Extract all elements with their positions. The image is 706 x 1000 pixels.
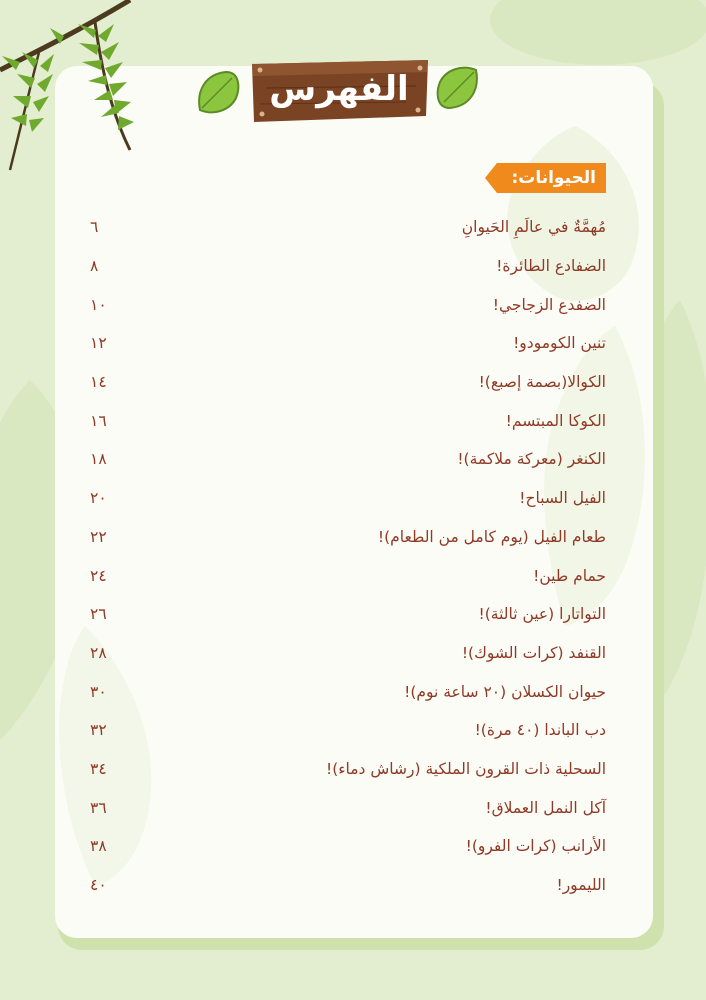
toc-page-number: ٨ [90,257,99,276]
toc-title: مُهمَّةٌ في عالَمِ الحَيوانِ [461,218,606,237]
toc-title: الكوالا(بصمة إصبع)! [478,373,606,392]
toc-entry[interactable] [90,866,606,905]
toc-page-number: ١٤ [90,373,107,392]
toc-title: حيوان الكسلان (٢٠ ساعة نوم)! [404,682,606,701]
toc-page-number: ٢٢ [90,527,107,546]
toc-page-number: ٢٠ [90,489,107,508]
toc-page-number: ١٨ [90,450,107,469]
toc-title: الكوكا المبتسم! [505,411,606,430]
toc-entry[interactable] [90,479,606,518]
toc-page-number: ٢٨ [90,643,107,662]
toc-page-number: ٤٠ [90,876,107,895]
toc-page-number: ١٢ [90,334,107,353]
page-title: الفهرس [269,69,409,109]
toc-page-number: ٣٨ [90,837,107,856]
toc-title: تنين الكومودو! [513,334,606,353]
toc-entry[interactable] [90,556,606,595]
leaf-right-icon [436,66,480,110]
section-tag-tail [485,163,497,193]
toc-entry[interactable] [90,827,606,866]
toc-page-number: ٣٢ [90,721,107,740]
toc-page-number: ٣٤ [90,759,107,778]
toc-entry[interactable] [90,208,606,247]
toc-title: القنفد (كرات الشوك)! [461,643,606,662]
toc-page-number: ٢٤ [90,566,107,585]
toc-title: حمام طين! [533,566,606,585]
toc-page-number: ٦ [90,218,99,237]
toc-title: الضفدع الزجاجي! [492,295,606,314]
toc-title: الضفادع الطائرة! [496,257,606,276]
toc-title: آكل النمل العملاق! [485,798,606,817]
toc-entry[interactable] [90,440,606,479]
toc-entry[interactable] [90,401,606,440]
toc-entry[interactable] [90,711,606,750]
toc-entry[interactable] [90,247,606,286]
toc-title: طعام الفيل (يوم كامل من الطعام)! [377,527,606,546]
toc-entry[interactable] [90,634,606,673]
toc-entry[interactable] [90,672,606,711]
branch-illustration [0,0,180,200]
toc-title: التواتارا (عين ثالثة)! [478,605,606,624]
toc-title: السحلية ذات القرون الملكية (رشاش دماء)! [325,759,606,778]
toc-entry[interactable] [90,363,606,402]
toc-entry[interactable] [90,518,606,557]
toc-page-number: ١٠ [90,295,107,314]
toc-title: دب الباندا (٤٠ مرة)! [474,721,606,740]
toc-title: الكنغر (معركة ملاكمة)! [457,450,606,469]
section-label: الحيوانات: [497,163,606,193]
toc-entry[interactable] [90,750,606,789]
toc-title: الليمور! [556,876,606,895]
toc-entry[interactable] [90,595,606,634]
toc-title: الأرانب (كرات الفرو)! [465,837,606,856]
toc-page-number: ٣٦ [90,798,107,817]
toc-list [90,208,606,904]
toc-page-number: ٣٠ [90,682,107,701]
toc-page-number: ٢٦ [90,605,107,624]
toc-entry[interactable] [90,285,606,324]
toc-page-number: ١٦ [90,411,107,430]
toc-entry[interactable] [90,324,606,363]
toc-title: الفيل السباح! [519,489,606,508]
leaf-left-icon [196,70,242,116]
toc-entry[interactable] [90,788,606,827]
section-tag [485,163,606,193]
